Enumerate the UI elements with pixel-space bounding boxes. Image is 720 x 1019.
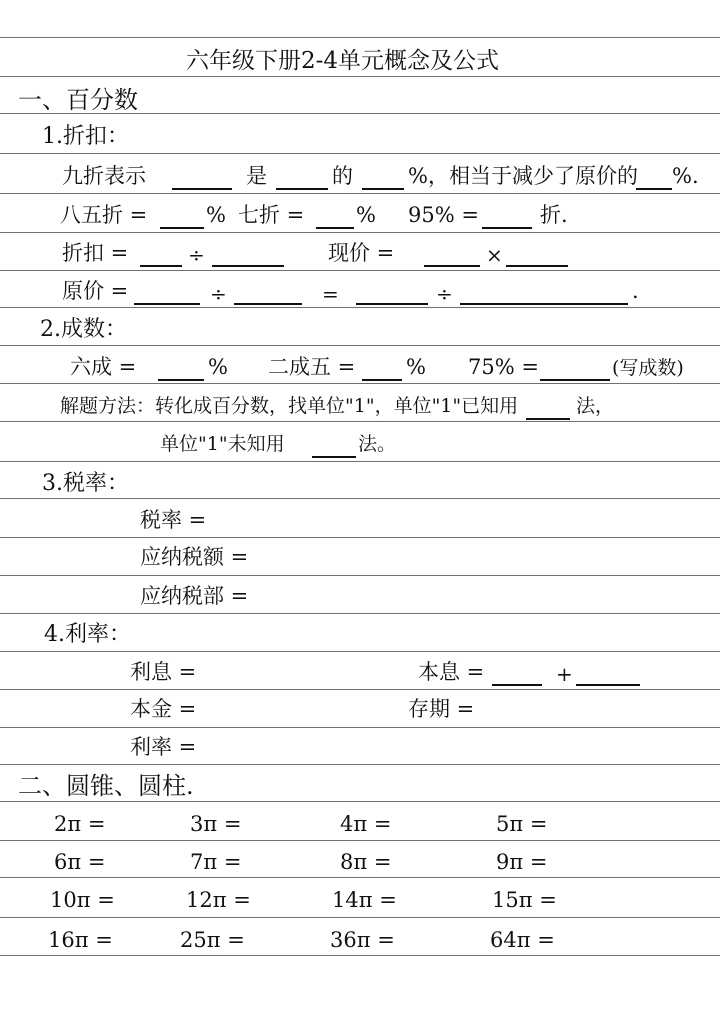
ruled-line: [0, 537, 720, 538]
ruled-line: [0, 153, 720, 154]
discount-line1-text: 九折表示: [62, 164, 146, 188]
ruled-line: [0, 877, 720, 878]
pi-item: 10π =: [50, 888, 115, 912]
tax-formula: 税率 =: [140, 508, 207, 532]
discount-line2-text: %: [356, 203, 376, 227]
pi-item: 36π =: [330, 928, 395, 952]
ruled-line: [0, 383, 720, 384]
discount-line2-text: 七折 =: [238, 203, 305, 227]
discount-line1-text: 的: [332, 164, 353, 188]
fill-blank[interactable]: [276, 188, 328, 190]
chengshu-line2-text: 法，: [576, 395, 615, 417]
ruled-line: [0, 270, 720, 271]
pi-item: 3π =: [190, 812, 242, 836]
subsection-heading-tax: 3.税率：: [42, 471, 129, 496]
pi-item: 9π =: [496, 850, 548, 874]
chengshu-line3-text: 单位"1"未知用: [160, 433, 285, 455]
subsection-heading-interest: 4.利率：: [44, 622, 131, 647]
pi-item: 25π =: [180, 928, 245, 952]
chengshu-line1-text: 二成五 =: [268, 355, 356, 379]
interest-formula: 利率 =: [130, 735, 197, 759]
pi-item: 4π =: [340, 812, 392, 836]
chengshu-line3-text: 法。: [358, 433, 397, 455]
page-title: 六年级下册2-4单元概念及公式: [186, 48, 500, 74]
pi-item: 64π =: [490, 928, 555, 952]
multiply-sign: ×: [486, 243, 503, 267]
pi-item: 6π =: [54, 850, 106, 874]
pi-item: 16π =: [48, 928, 113, 952]
discount-line2-text: %: [206, 203, 226, 227]
fill-blank[interactable]: [460, 303, 628, 305]
ruled-line: [0, 575, 720, 576]
ruled-line: [0, 232, 720, 233]
ruled-line: [0, 727, 720, 728]
fill-blank[interactable]: [636, 188, 672, 190]
discount-line2-text: 折.: [540, 203, 568, 227]
chengshu-line1-text: 六成 =: [70, 355, 137, 379]
fill-blank[interactable]: [362, 379, 402, 381]
plus-sign: +: [556, 662, 573, 686]
pi-item: 5π =: [496, 812, 548, 836]
discount-line1-text: 是: [246, 164, 267, 188]
ruled-line: [0, 421, 720, 422]
ruled-line: [0, 917, 720, 918]
interest-formula: 本息 =: [418, 660, 485, 684]
discount-line3-text: 折扣 =: [62, 241, 129, 265]
chengshu-line2-text: 解题方法：转化成百分数，找单位"1"，单位"1"已知用: [60, 395, 519, 417]
fill-blank[interactable]: [482, 227, 532, 229]
chengshu-line1-text: 75% =: [468, 355, 539, 379]
ruled-line: [0, 651, 720, 652]
fill-blank[interactable]: [356, 303, 428, 305]
ruled-line: [0, 345, 720, 346]
fill-blank[interactable]: [134, 303, 200, 305]
ruled-line: [0, 498, 720, 499]
discount-line3-text: 现价 =: [328, 241, 395, 265]
fill-blank[interactable]: [312, 456, 356, 458]
fill-blank[interactable]: [160, 227, 204, 229]
ruled-line: [0, 37, 720, 38]
fill-blank[interactable]: [172, 188, 232, 190]
discount-line4-text: 原价 =: [62, 279, 129, 303]
fill-blank[interactable]: [362, 188, 404, 190]
fill-blank[interactable]: [140, 265, 182, 267]
tax-formula: 应纳税额 =: [140, 545, 249, 569]
discount-line1-text: %，相当于减少了原价的: [408, 164, 638, 188]
ruled-line: [0, 764, 720, 765]
pi-item: 14π =: [332, 888, 397, 912]
equals-sign: =: [322, 282, 339, 306]
fill-blank[interactable]: [158, 379, 204, 381]
ruled-line: [0, 840, 720, 841]
tax-formula: 应纳税部 =: [140, 584, 249, 608]
fill-blank[interactable]: [576, 684, 640, 686]
ruled-line: [0, 955, 720, 956]
section-heading-cone-cylinder: 二、圆锥、圆柱.: [18, 772, 194, 800]
fill-blank[interactable]: [424, 265, 480, 267]
discount-line1-text: %.: [672, 164, 699, 188]
chengshu-line1-text: %: [406, 355, 426, 379]
subsection-heading-discount: 1.折扣：: [42, 124, 129, 149]
pi-item: 8π =: [340, 850, 392, 874]
ruled-line: [0, 193, 720, 194]
ruled-line: [0, 461, 720, 462]
divide-sign: ÷: [188, 243, 205, 267]
section-heading-percent: 一、百分数: [18, 86, 138, 114]
fill-blank[interactable]: [492, 684, 542, 686]
pi-item: 2π =: [54, 812, 106, 836]
divide-sign: ÷: [210, 282, 227, 306]
ruled-line: [0, 307, 720, 308]
divide-sign: ÷: [436, 282, 453, 306]
discount-line2-text: 八五折 =: [60, 203, 148, 227]
fill-blank[interactable]: [506, 265, 568, 267]
pi-item: 7π =: [190, 850, 242, 874]
discount-line2-text: 95% =: [408, 203, 479, 227]
ruled-line: [0, 76, 720, 77]
fill-blank[interactable]: [212, 265, 284, 267]
fill-blank[interactable]: [526, 418, 570, 420]
ruled-line: [0, 801, 720, 802]
subsection-heading-chengshu: 2.成数：: [40, 317, 127, 342]
ruled-line: [0, 689, 720, 690]
fill-blank[interactable]: [234, 303, 302, 305]
chengshu-line1-text: (写成数): [612, 357, 684, 379]
fill-blank[interactable]: [316, 227, 354, 229]
interest-formula: 本金 =: [130, 697, 197, 721]
ruled-line: [0, 613, 720, 614]
discount-line4-text: .: [632, 279, 639, 303]
pi-item: 15π =: [492, 888, 557, 912]
pi-item: 12π =: [186, 888, 251, 912]
chengshu-line1-text: %: [208, 355, 228, 379]
interest-formula: 利息 =: [130, 660, 197, 684]
fill-blank[interactable]: [540, 379, 610, 381]
interest-formula: 存期 =: [408, 697, 475, 721]
